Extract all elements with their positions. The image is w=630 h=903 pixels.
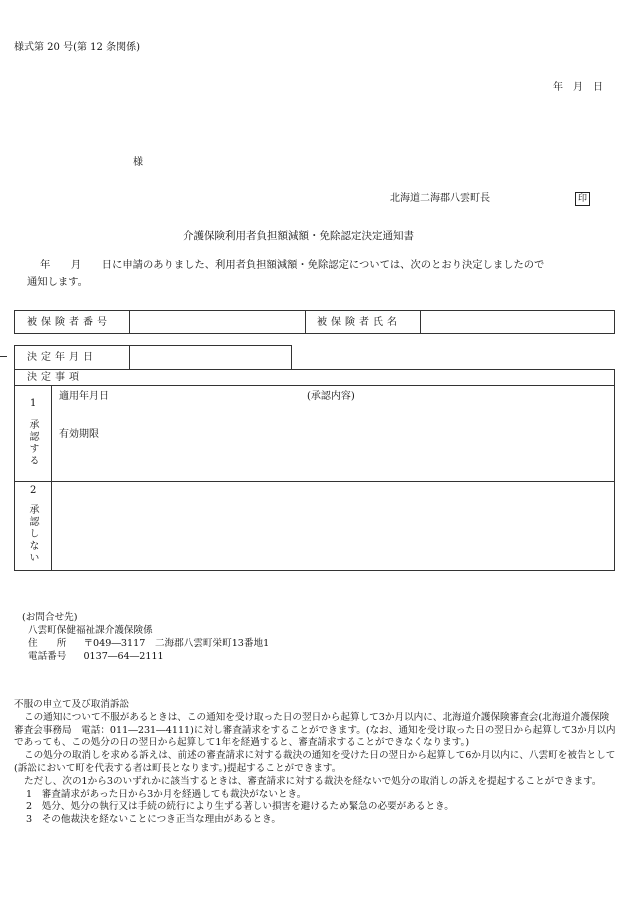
insured-name-field[interactable] <box>421 311 614 333</box>
appeal-heading: 不服の申立て及び取消訴訟 <box>14 699 130 710</box>
insured-name-label-cell <box>306 311 421 333</box>
contact-department: 八雲町保健福祉課介護保険係 <box>28 625 153 636</box>
deny-label-cell <box>15 481 52 570</box>
appeal-item-1: 1 審査請求があった日から3か月を経過しても裁決がないとき。 <box>26 788 307 800</box>
intro-text <box>27 257 617 291</box>
address-label: 住 所 <box>28 638 67 649</box>
insured-number-label: 被保険者番号 <box>27 317 111 328</box>
document-title: 介護保険利用者負担額減額・免除認定決定通知書 <box>183 230 414 242</box>
recipient-suffix: 様 <box>133 157 143 168</box>
appeal-item-3: 3 その他裁決を経ないことにつき正当な理由があるとき。 <box>26 814 281 826</box>
phone-label: 電話番号 <box>28 651 67 662</box>
approve-label: 承認する <box>27 419 38 467</box>
decision-date-table <box>14 345 292 369</box>
margin-tick <box>0 356 7 357</box>
appeal-paragraph-1: この通知について不服があるときは、この通知を受け取った日の翌日から起算して3か月以内に、北海道介護保険審査会(北海道介護保険審査会事務局 電話：011―231―4111)に対し審査請求をすることができます。(なお、通知を受け取った日の翌日から起算して3か月以内であっても、この処分の日の翌日から起算して1年を経過すると、審査請求することができなくなります。) <box>14 711 616 749</box>
appeal-notice <box>14 699 616 827</box>
contact-address-row <box>22 637 269 650</box>
decision-items-label: 決定事項 <box>27 372 83 383</box>
deny-number: 2 <box>30 485 37 496</box>
deny-row <box>15 481 614 570</box>
address-value: 〒049―3117 二海郡八雲町栄町13番地1 <box>83 638 270 649</box>
appeal-item-2: 2 処分、処分の執行又は手続の続行により生ずる著しい損害を避けるため緊急の必要があるとき。 <box>26 801 454 813</box>
insured-number-label-cell <box>15 311 130 333</box>
insured-name-label: 被保険者氏名 <box>317 317 401 328</box>
seal-mark: 印 <box>575 192 590 206</box>
form-number: 様式第 20 号(第 12 条関係) <box>14 42 140 53</box>
phone-value: 0137―64―2111 <box>83 651 164 662</box>
approval-content-label: (承認内容) <box>307 391 355 402</box>
insured-number-field[interactable] <box>130 311 306 333</box>
valid-period-label: 有効期限 <box>59 429 99 440</box>
deny-label: 承認しない <box>27 504 38 564</box>
applied-date-label: 適用年月日 <box>59 391 109 402</box>
date-line: 年 月 日 <box>553 82 603 93</box>
contact-block <box>22 611 269 663</box>
insured-info-table <box>14 310 615 334</box>
intro-line-1: 年 月 日に申請のありました、利用者負担額減額・免除認定については、次のとおり決定しましたので <box>40 259 545 271</box>
approve-label-cell <box>15 385 52 481</box>
approve-row <box>15 385 614 482</box>
contact-phone-row <box>22 650 269 663</box>
decision-items-header <box>15 370 614 386</box>
contact-heading: (お問合せ先) <box>22 612 78 623</box>
decision-items-table <box>14 369 615 571</box>
appeal-paragraph-2: この処分の取消しを求める訴えは、前述の審査請求に対する裁決の通知を受けた日の翌日から起算して6か月以内に、八雲町を被告として(訴訟において町を代表する者は町長となります。)提起することができます。 <box>14 750 616 774</box>
issuer-name: 北海道二海郡八雲町長 <box>390 193 490 204</box>
decision-date-label-cell <box>15 346 130 369</box>
approve-number: 1 <box>30 398 37 409</box>
decision-date-label: 決定年月日 <box>27 352 97 363</box>
decision-date-field[interactable] <box>130 346 291 369</box>
appeal-paragraph-3: ただし、次の1から3のいずれかに該当するときは、審査請求に対する裁決を経ないで処分の取消しの訴えを提起することができます。 <box>24 775 602 787</box>
intro-line-2: 通知します。 <box>27 276 88 288</box>
